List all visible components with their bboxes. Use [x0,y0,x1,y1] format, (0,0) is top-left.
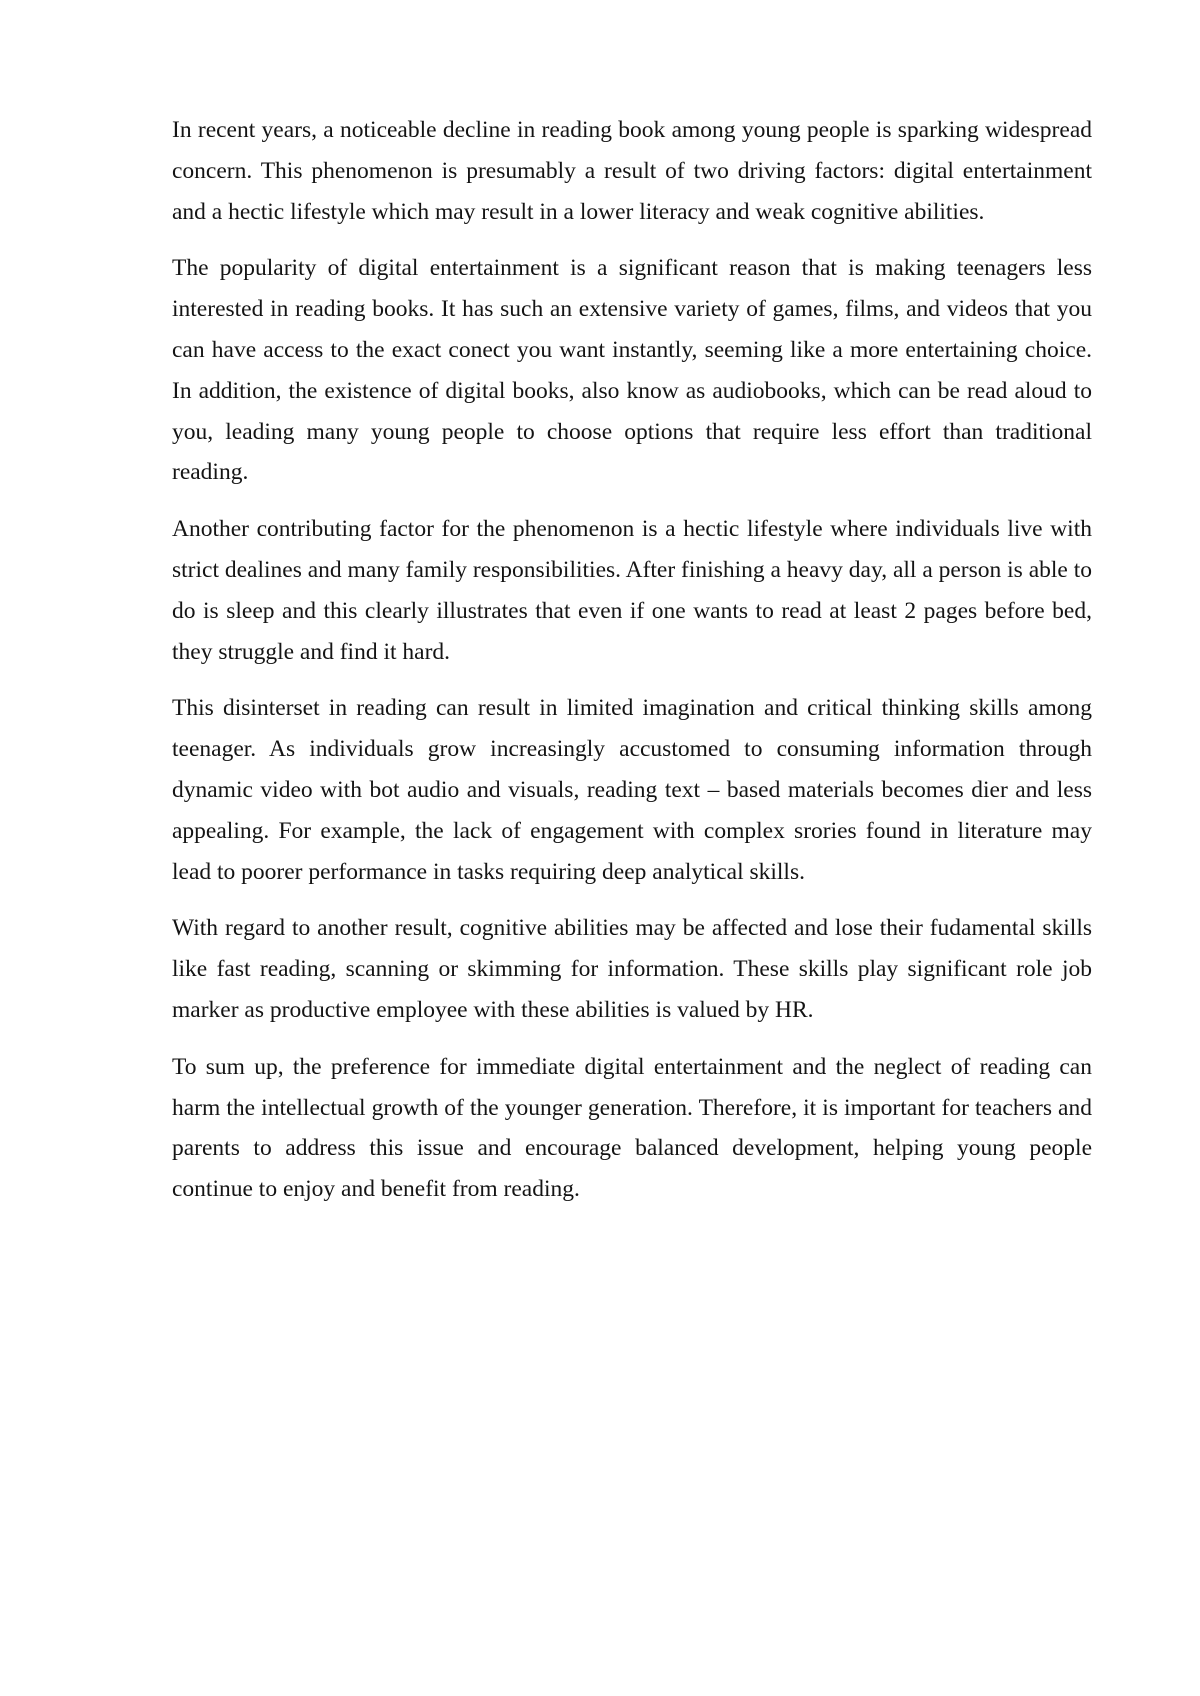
essay-body [172,110,1092,1226]
paragraph-hectic-lifestyle: Another contributing factor for the phenomenon is a hectic lifestyle where individuals live with strict dealines and many family responsibilities. After finishing a heavy day, all a person is able to do is sleep and this clearly illustrates that even if one wants to read at least 2 pages before bed, they struggle and find it hard. [172,516,1092,665]
paragraph-conclusion: To sum up, the preference for immediate digital entertainment and the neglect of reading can harm the intellectual growth of the younger generation. Therefore, it is important for teachers and parents to address this issue and encourage balanced development, helping young people continue to enjoy and benefit from reading. [172,1053,1092,1203]
paragraph-introduction: In recent years, a noticeable decline in reading book among young people is sparking widespread concern. This phenomenon is presumably a result of two driving factors: digital entertainment and a hectic lifestyle which may result in a lower literacy and weak cognitive abilities. [172,117,1092,225]
paragraph-cognitive-abilities: With regard to another result, cognitive abilities may be affected and lose their fudamental skills like fast reading, scanning or skimming for information. These skills play significant role job marker as productive employee with these abilities is valued by HR. [172,915,1092,1023]
paragraph-digital-entertainment: The popularity of digital entertainment is a significant reason that is making teenagers less interested in reading books. It has such an extensive variety of games, films, and videos that you can have access to the exact conect you want instantly, seeming like a more entertaining choice. In addition, the existence of digital books, also know as audiobooks, which can be read aloud to you, leading many young people to choose options that require less effort than traditional reading. [172,255,1092,486]
paragraph-limited-imagination: This disinterset in reading can result in limited imagination and critical thinking skills among teenager. As individuals grow increasingly accustomed to consuming information through dynamic video with bot audio and visuals, reading text – based materials becomes dier and less appealing. For example, the lack of engagement with complex srories found in literature may lead to poorer performance in tasks requiring deep analytical skills. [172,695,1092,885]
